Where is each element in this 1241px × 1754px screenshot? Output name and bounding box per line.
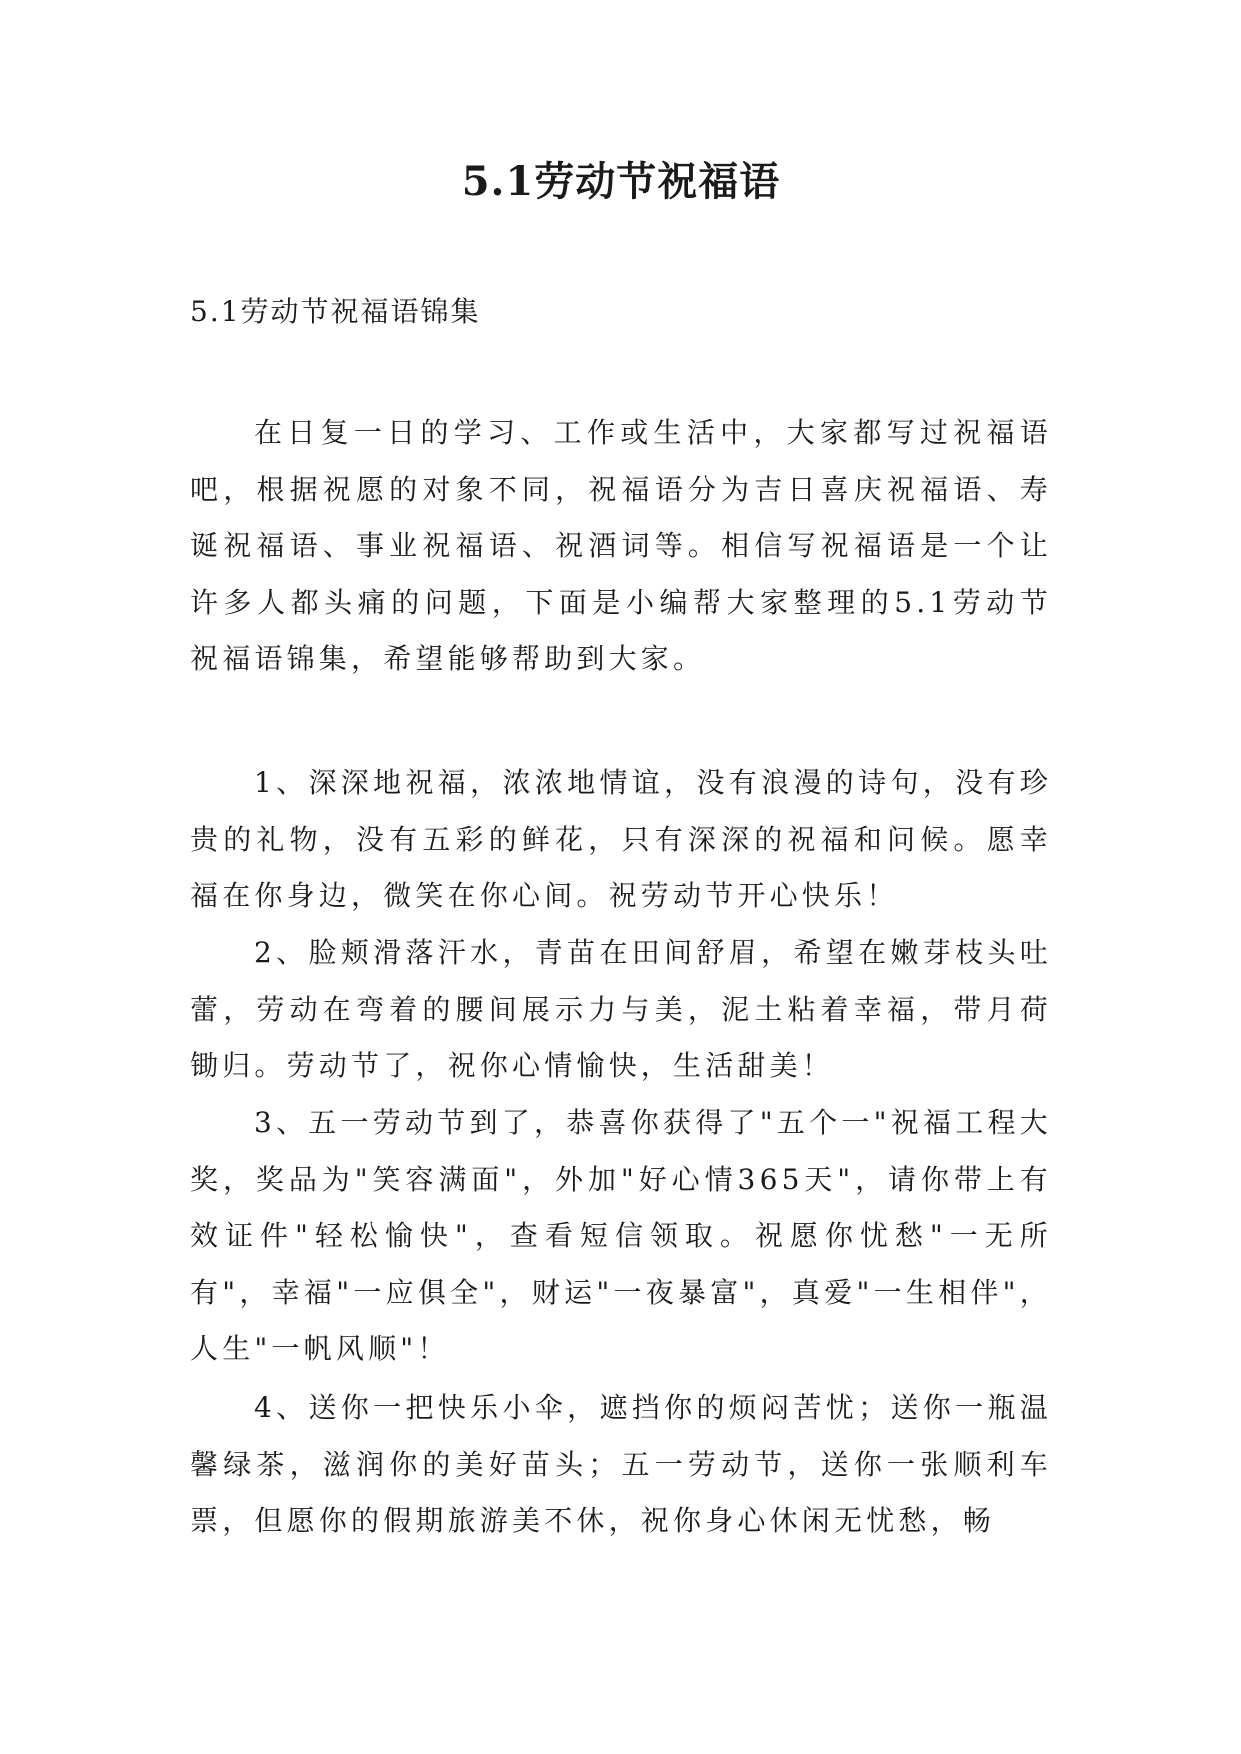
- document-subtitle: 5.1劳动节祝福语锦集: [190, 295, 481, 328]
- document-page: [190, 0, 1052, 1754]
- greeting-item-1: 1、深深地祝福，浓浓地情谊，没有浪漫的诗句，没有珍贵的礼物，没有五彩的鲜花，只有深深的祝福和问候。愿幸福在你身边，微笑在你心间。祝劳动节开心快乐！: [190, 766, 1052, 912]
- page-title: 5.1劳动节祝福语: [461, 158, 781, 205]
- greeting-item-2: 2、脸颊滑落汗水，青苗在田间舒眉，希望在嫩芽枝头吐蕾，劳动在弯着的腰间展示力与美，泥土粘着幸福，带月荷锄归。劳动节了，祝你心情愉快，生活甜美！: [190, 936, 1052, 1082]
- intro-paragraph: 在日复一日的学习、工作或生活中，大家都写过祝福语吧，根据祝愿的对象不同，祝福语分为吉日喜庆祝福语、寿诞祝福语、事业祝福语、祝酒词等。相信写祝福语是一个让许多人都头痛的问题，下面是小编帮大家整理的5.1劳动节祝福语锦集，希望能够帮助到大家。: [190, 416, 1052, 675]
- greeting-item-3: 3、五一劳动节到了，恭喜你获得了"五个一"祝福工程大奖，奖品为"笑容满面"，外加"好心情365天"，请你带上有效证件"轻松愉快"，查看短信领取。祝愿你忧愁"一无所有"，幸福"一应俱全"，财运"一夜暴富"，真爱"一生相伴"，人生"一帆风顺"！: [190, 1106, 1052, 1365]
- greeting-item-4: 4、送你一把快乐小伞，遮挡你的烦闷苦忧；送你一瓶温馨绿茶，滋润你的美好苗头；五一劳动节，送你一张顺利车票，但愿你的假期旅游美不休，祝你身心休闲无忧愁，畅: [190, 1391, 1052, 1537]
